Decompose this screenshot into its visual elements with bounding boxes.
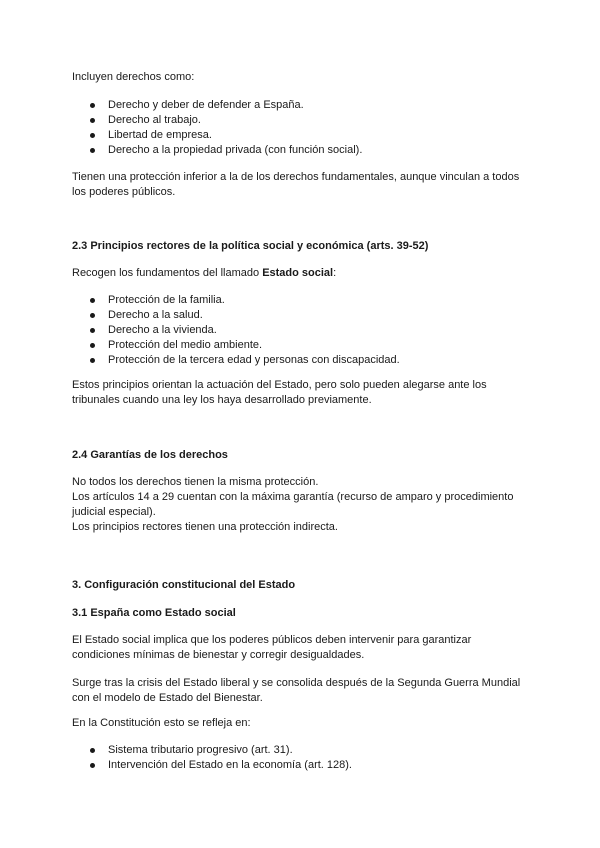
bullet-icon (90, 298, 95, 303)
list-item: Derecho a la salud. (72, 308, 532, 323)
section-2-3-lead: Recogen los fundamentos del llamado Estado social: (72, 267, 337, 279)
section-3-1-list (72, 743, 532, 773)
bullet-icon (90, 763, 95, 768)
list-item: Intervención del Estado en la economía (art. 128). (72, 758, 532, 773)
bullet-icon (90, 343, 95, 348)
list-item: Sistema tributario progresivo (art. 31). (72, 743, 532, 758)
intro-list (72, 98, 532, 158)
bullet-icon (90, 148, 95, 153)
list-item: Protección del medio ambiente. (72, 338, 532, 353)
list-item: Protección de la tercera edad y personas con discapacidad. (72, 353, 532, 368)
bullet-icon (90, 328, 95, 333)
list-item: Protección de la familia. (72, 293, 532, 308)
bullet-icon (90, 103, 95, 108)
list-item: Libertad de empresa. (72, 128, 532, 143)
intro-note: Tienen una protección inferior a la de los derechos fundamentales, aunque vinculan a todos los poderes públicos. (72, 171, 520, 198)
section-heading-2-3: 2.3 Principios rectores de la política social y económica (arts. 39-52) (72, 240, 429, 252)
bullet-icon (90, 133, 95, 138)
section-heading-3: 3. Configuración constitucional del Estado (72, 579, 296, 591)
bullet-icon (90, 748, 95, 753)
section-heading-2-4: 2.4 Garantías de los derechos (72, 449, 228, 461)
bullet-icon (90, 118, 95, 123)
section-2-3-note: Estos principios orientan la actuación del Estado, pero solo pueden alegarse ante los tribunales cuando una ley los haya desarrollado previamente. (72, 379, 487, 406)
section-2-3-list (72, 293, 532, 368)
list-item: Derecho y deber de defender a España. (72, 98, 532, 113)
list-item: Derecho a la propiedad privada (con función social). (72, 143, 532, 158)
intro-text: Incluyen derechos como: (72, 71, 195, 83)
list-item: Derecho al trabajo. (72, 113, 532, 128)
list-item: Derecho a la vivienda. (72, 323, 532, 338)
bullet-icon (90, 358, 95, 363)
section-3-1-lead: En la Constitución esto se refleja en: (72, 717, 251, 729)
section-heading-3-1: 3.1 España como Estado social (72, 607, 236, 619)
section-2-4-text: No todos los derechos tienen la misma protección. Los artículos 14 a 29 cuentan con la máxima garantía (recurso de amparo y procedimiento judicial especial). Los principios rectores tienen una protección indirecta. (72, 476, 514, 533)
section-3-1-para1: El Estado social implica que los poderes públicos deben intervenir para garantizar condiciones mínimas de bienestar y corregir desigualdades. (72, 634, 472, 661)
bullet-icon (90, 313, 95, 318)
section-3-1-para2: Surge tras la crisis del Estado liberal y se consolida después de la Segunda Guerra Mundial con el modelo de Estado del Bienestar. (72, 677, 521, 704)
